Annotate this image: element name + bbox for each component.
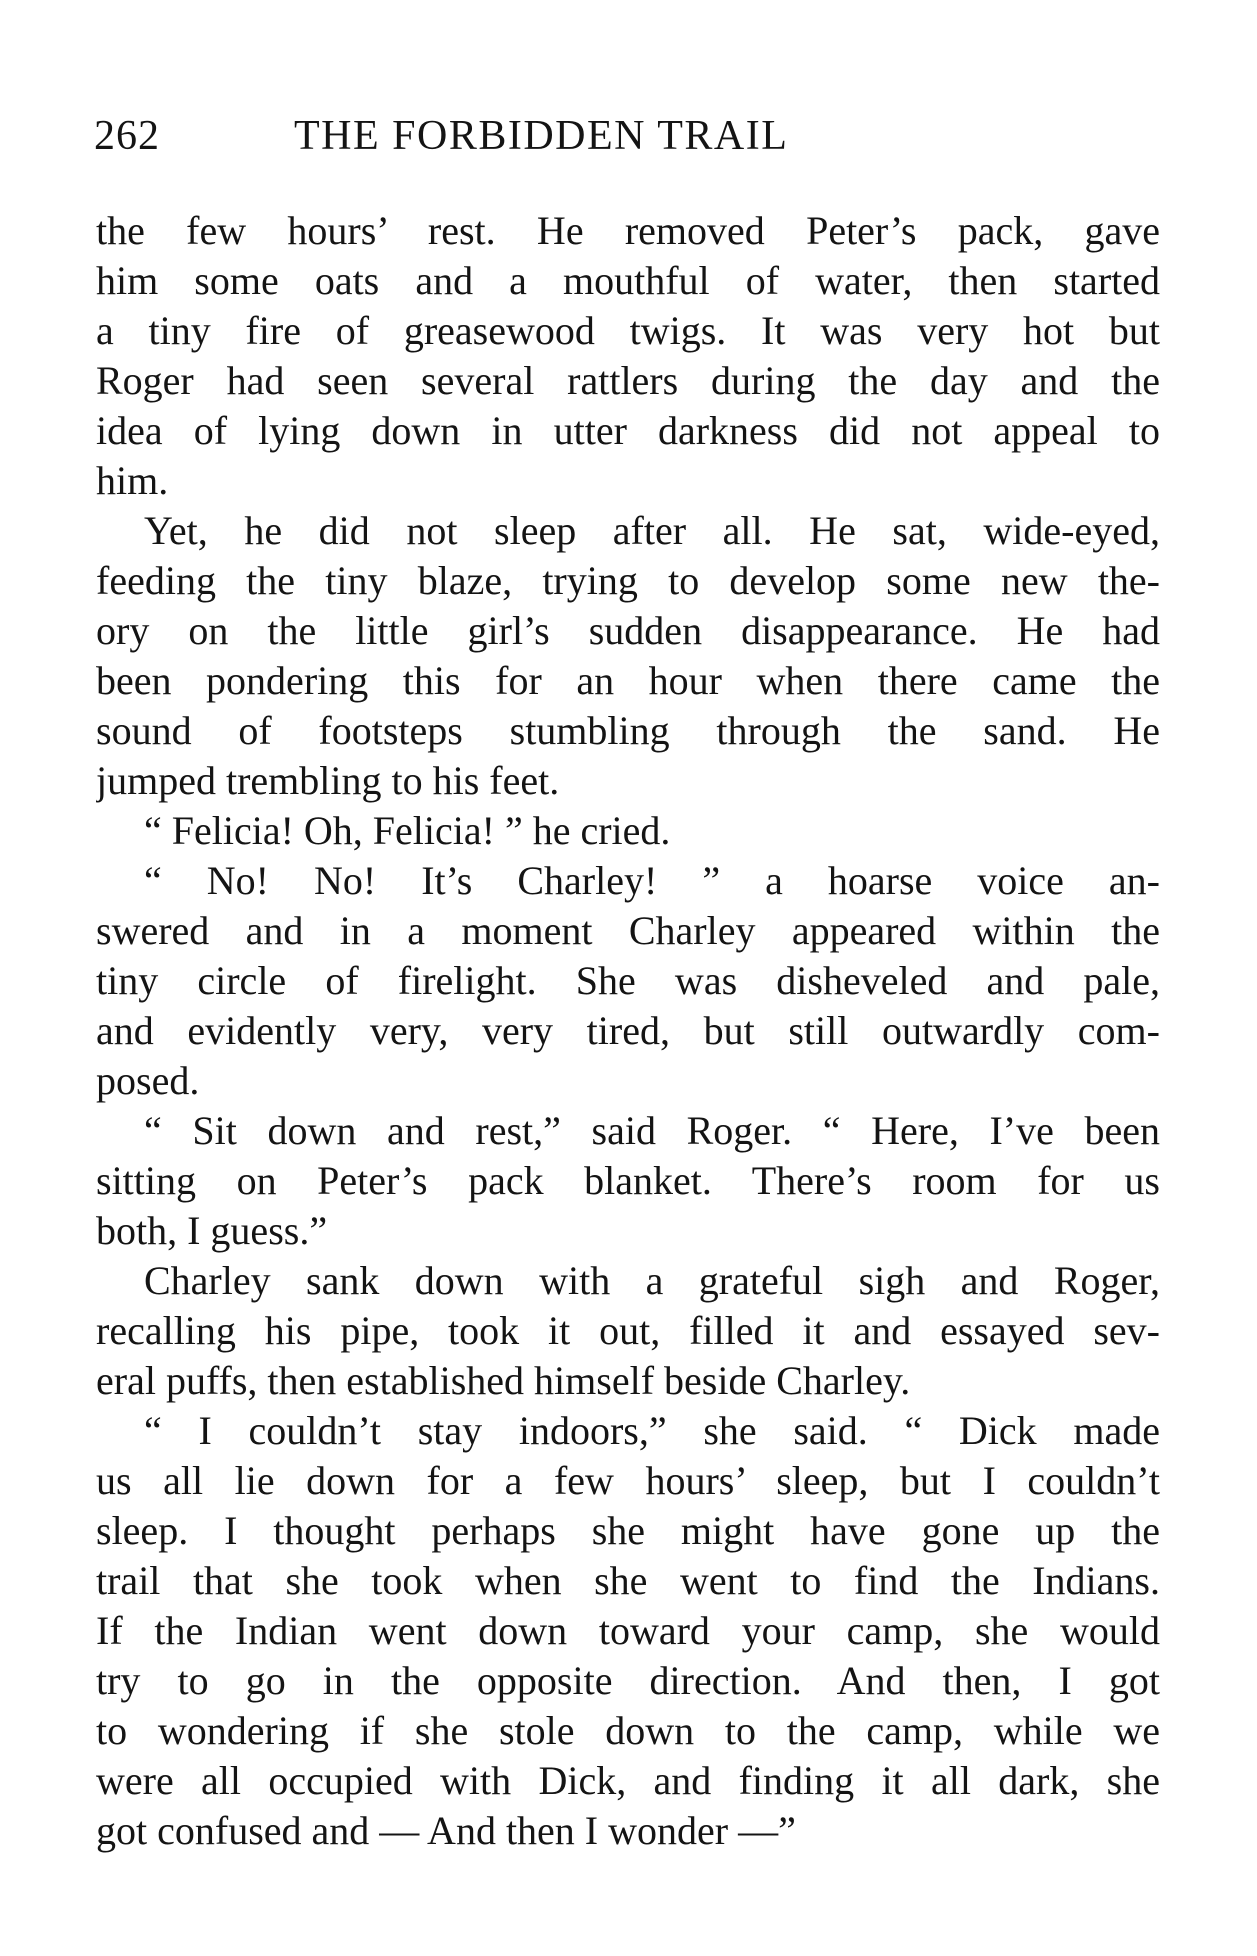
- text-line: sound of footsteps stumbling through the sand. He: [96, 708, 1160, 753]
- text-line: sitting on Peter’s pack blanket. There’s room for us: [96, 1158, 1160, 1203]
- text-line: recalling his pipe, took it out, filled it and essayed sev-: [96, 1308, 1160, 1353]
- text-line: Yet, he did not sleep after all. He sat, wide-eyed,: [144, 508, 1160, 553]
- text-line: “ I couldn’t stay indoors,” she said. “ Dick made: [144, 1408, 1160, 1453]
- text-line: him.: [96, 458, 169, 503]
- page-number: 262: [94, 113, 160, 159]
- text-line: Roger had seen several rattlers during the day and the: [96, 358, 1160, 403]
- text-line: If the Indian went down toward your camp, she would: [96, 1608, 1160, 1653]
- text-line: trail that she took when she went to find the Indians.: [96, 1558, 1160, 1603]
- text-line: sleep. I thought perhaps she might have gone up the: [96, 1508, 1160, 1553]
- body-text: [96, 206, 1160, 1856]
- text-line: ory on the little girl’s sudden disappearance. He had: [96, 608, 1160, 653]
- running-title: THE FORBIDDEN TRAIL: [294, 113, 789, 159]
- text-line: tiny circle of firelight. She was disheveled and pale,: [96, 958, 1160, 1003]
- text-line: a tiny fire of greasewood twigs. It was very hot but: [96, 308, 1160, 353]
- text-line: been pondering this for an hour when there came the: [96, 658, 1160, 703]
- text-line: jumped trembling to his feet.: [96, 758, 560, 803]
- text-line: him some oats and a mouthful of water, then started: [96, 258, 1160, 303]
- text-line: try to go in the opposite direction. And then, I got: [96, 1658, 1160, 1703]
- text-line: feeding the tiny blaze, trying to develop some new the-: [96, 558, 1160, 603]
- text-line: “ No! No! It’s Charley! ” a hoarse voice an-: [144, 858, 1160, 903]
- text-line: were all occupied with Dick, and finding it all dark, she: [96, 1758, 1160, 1803]
- text-line: “ Felicia! Oh, Felicia! ” he cried.: [144, 808, 671, 853]
- text-line: Charley sank down with a grateful sigh and Roger,: [144, 1258, 1160, 1303]
- text-line: both, I guess.”: [96, 1208, 328, 1253]
- text-line: posed.: [96, 1058, 200, 1103]
- text-line: and evidently very, very tired, but still outwardly com-: [96, 1008, 1160, 1053]
- text-line: eral puffs, then established himself beside Charley.: [96, 1358, 911, 1403]
- text-line: to wondering if she stole down to the camp, while we: [96, 1708, 1160, 1753]
- text-line: idea of lying down in utter darkness did not appeal to: [96, 408, 1160, 453]
- text-line: got confused and — And then I wonder —”: [96, 1808, 796, 1853]
- text-line: the few hours’ rest. He removed Peter’s pack, gave: [96, 208, 1160, 253]
- text-line: swered and in a moment Charley appeared within the: [96, 908, 1160, 953]
- text-line: “ Sit down and rest,” said Roger. “ Here, I’ve been: [144, 1108, 1160, 1153]
- running-header: [94, 106, 1158, 166]
- text-line: us all lie down for a few hours’ sleep, but I couldn’t: [96, 1458, 1160, 1503]
